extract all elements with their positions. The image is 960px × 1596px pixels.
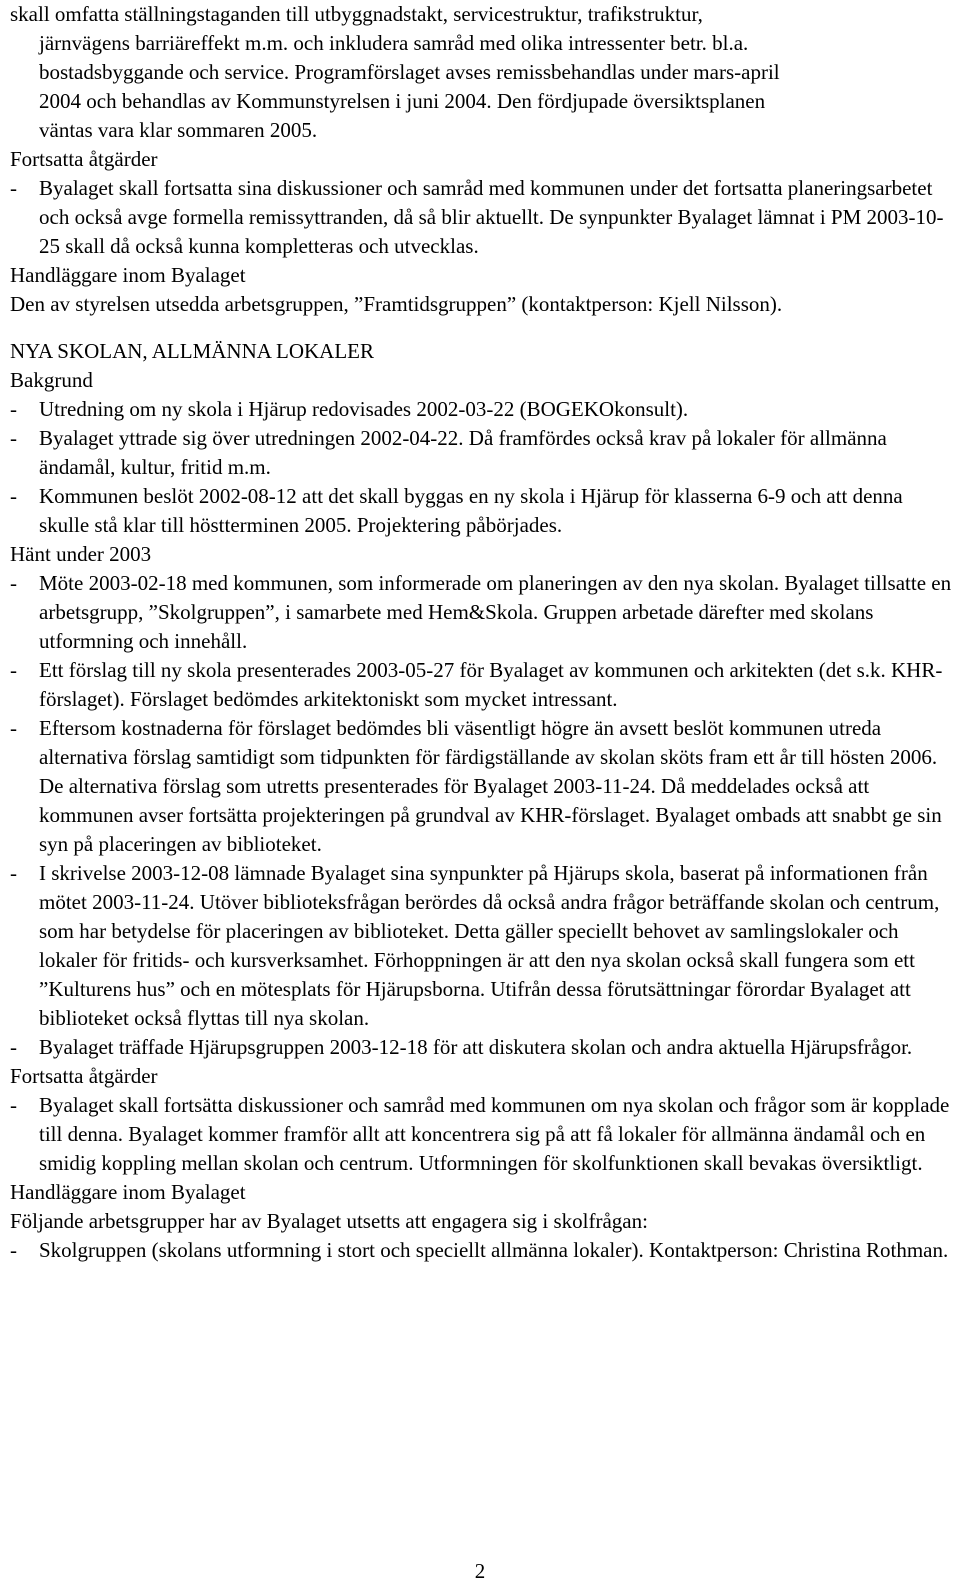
section-title: NYA SKOLAN, ALLMÄNNA LOKALER bbox=[10, 339, 375, 363]
list-dash: - bbox=[10, 176, 17, 200]
intro-line: 2004 och behandlas av Kommunstyrelsen i juni 2004. Den fördjupade översiktsplanen bbox=[39, 89, 766, 113]
list-item bbox=[10, 656, 955, 714]
list-item-text: Ett förslag till ny skola presenterades 2003-05-27 för Byalaget av kommunen och arkitekten (det s.k. KHR-förslaget). Förslaget bedömdes arkitektoniskt som mycket intressant. bbox=[39, 658, 943, 711]
list-item bbox=[10, 395, 955, 424]
list-item-text: Byalaget skall fortsätta diskussioner och samråd med kommunen om nya skolan och frågor som är kopplade till denna. Byalaget kommer framför allt att koncentrera sig på att få lokaler för allmänna ändamål och en smidig koppling mellan skolan och centrum. Utformningen för skolfunktionen skall bevakas översiktligt. bbox=[39, 1093, 950, 1175]
list-item-text: Byalaget yttrade sig över utredningen 2002-04-22. Då framfördes också krav på lokaler för allmänna ändamål, kultur, fritid m.m. bbox=[39, 426, 887, 479]
handler-heading: Handläggare inom Byalaget bbox=[10, 263, 246, 287]
list-item bbox=[10, 1033, 955, 1062]
list-item bbox=[10, 859, 955, 1033]
page-content bbox=[10, 0, 955, 1265]
list-dash: - bbox=[10, 658, 17, 682]
list-dash: - bbox=[10, 426, 17, 450]
actions-heading: Fortsatta åtgärder bbox=[10, 1064, 158, 1088]
handler-heading: Handläggare inom Byalaget bbox=[10, 1180, 246, 1204]
list-item bbox=[10, 1091, 955, 1178]
list-item bbox=[10, 174, 955, 261]
list-item bbox=[10, 424, 955, 482]
list-dash: - bbox=[10, 861, 17, 885]
list-item bbox=[10, 569, 955, 656]
list-dash: - bbox=[10, 397, 17, 421]
list-item-text: Utredning om ny skola i Hjärup redovisades 2002-03-22 (BOGEKOkonsult). bbox=[39, 397, 689, 421]
intro-line: järnvägens barriäreffekt m.m. och inkludera samråd med olika intressenter betr. bl.a. bbox=[39, 31, 749, 55]
handler-text: Den av styrelsen utsedda arbetsgruppen, ”Framtidsgruppen” (kontaktperson: Kjell Nilsson). bbox=[10, 292, 783, 316]
list-item-text: Skolgruppen (skolans utformning i stort och speciellt allmänna lokaler). Kontaktperson: Christina Rothman. bbox=[39, 1238, 949, 1262]
list-item bbox=[10, 714, 955, 859]
list-item bbox=[10, 482, 955, 540]
list-dash: - bbox=[10, 1238, 17, 1262]
intro-line: skall omfatta ställningstaganden till utbyggnadstakt, servicestruktur, trafikstruktur, bbox=[10, 2, 703, 26]
background-heading: Bakgrund bbox=[10, 368, 93, 392]
list-item-text: Byalaget träffade Hjärupsgruppen 2003-12-18 för att diskutera skolan och andra aktuella Hjärupsfrågor. bbox=[39, 1035, 913, 1059]
list-item-text: Kommunen beslöt 2002-08-12 att det skall byggas en ny skola i Hjärup för klasserna 6-9 och att denna skulle stå klar till höstterminen 2005. Projektering påbörjades. bbox=[39, 484, 903, 537]
actions-heading: Fortsatta åtgärder bbox=[10, 147, 158, 171]
list-item-text: Eftersom kostnaderna för förslaget bedömdes bli väsentligt högre än avsett beslöt kommunen utreda alternativa förslag samtidigt som tidpunkten för färdigställande av skolan sköts fram ett år till hösten 2006. De alternativa förslag som utretts presenterades för Byalaget 2003-11-24. Då meddelades också att kommunen avser fortsätta projekteringen på grundval av KHR-förslaget. Byalaget ombads att snabbt ge sin syn på placeringen av biblioteket. bbox=[39, 716, 942, 856]
list-item-text: Byalaget skall fortsatta sina diskussioner och samråd med kommunen under det fortsatta planeringsarbetet och också avge formella remissyttranden, då så blir aktuellt. De synpunkter Byalaget lämnat i PM 2003-10-25 skall då också kunna kompletteras och utvecklas. bbox=[39, 176, 944, 258]
list-dash: - bbox=[10, 1093, 17, 1117]
handler-text: Följande arbetsgrupper har av Byalaget utsetts att engagera sig i skolfrågan: bbox=[10, 1209, 648, 1233]
list-item bbox=[10, 1236, 955, 1265]
intro-line: väntas vara klar sommaren 2005. bbox=[39, 118, 318, 142]
list-dash: - bbox=[10, 716, 17, 740]
list-dash: - bbox=[10, 484, 17, 508]
events-heading: Hänt under 2003 bbox=[10, 542, 152, 566]
intro-line: bostadsbyggande och service. Programförslaget avses remissbehandlas under mars-april bbox=[39, 60, 780, 84]
list-dash: - bbox=[10, 571, 17, 595]
list-dash: - bbox=[10, 1035, 17, 1059]
list-item-text: Möte 2003-02-18 med kommunen, som informerade om planeringen av den nya skolan. Byalaget tillsatte en arbetsgrupp, ”Skolgruppen”, i samarbete med Hem&Skola. Gruppen arbetade därefter med skolans utformning och innehåll. bbox=[39, 571, 952, 653]
page-number: 2 bbox=[474, 1559, 486, 1583]
list-item-text: I skrivelse 2003-12-08 lämnade Byalaget sina synpunkter på Hjärups skola, baserat på informationen från mötet 2003-11-24. Utöver biblioteksfrågan berördes då också andra frågor beträffande skolan och centrum, som har betydelse för placeringen av biblioteket. Detta gäller speciellt behovet av samlingslokaler och lokaler för fritids- och kursverksamhet. Förhoppningen är att den nya skolan också skall fungera som ett ”Kulturens hus” och en mötesplats för Hjärupsborna. Utifrån dessa förutsättningar förordar Byalaget att biblioteket också flyttas till nya skolan. bbox=[39, 861, 940, 1030]
